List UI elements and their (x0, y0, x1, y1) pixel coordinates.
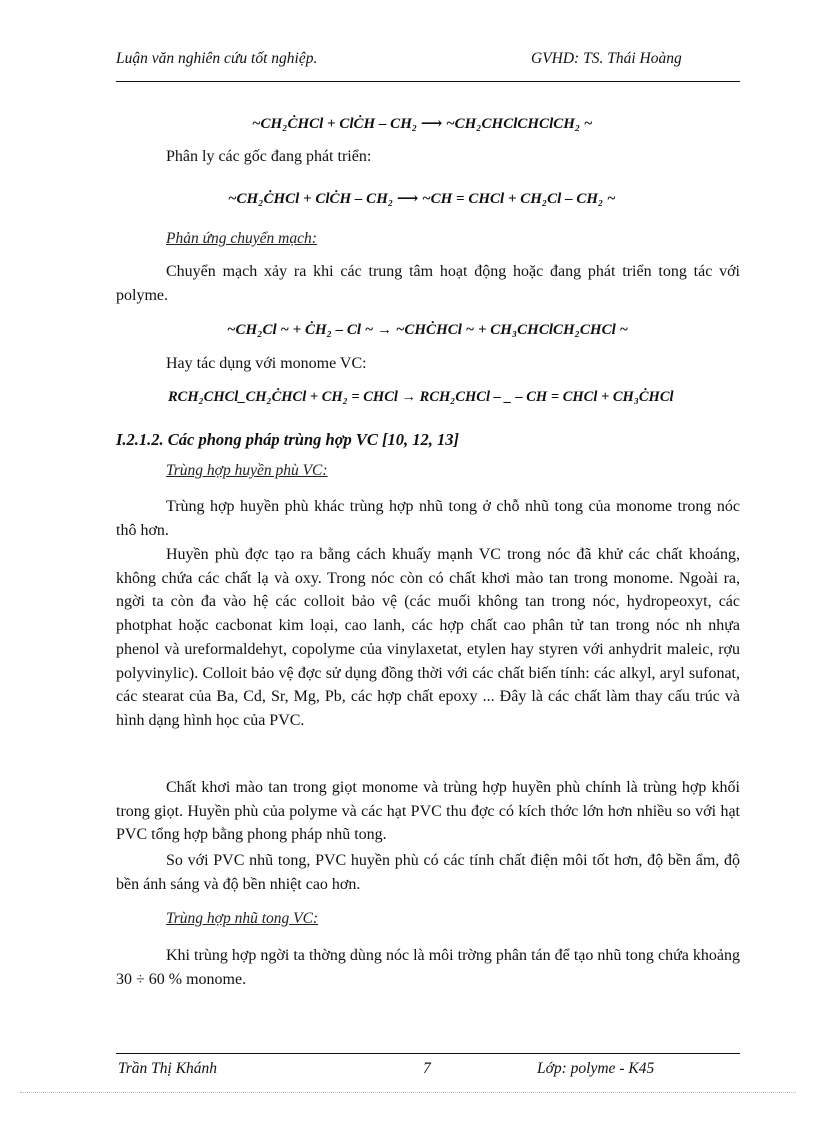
paragraph-chuyen-mach: Chuyển mạch xảy ra khi các trung tâm hoạt động hoặc đang phát triển tong tác với polyme. (116, 263, 740, 304)
paragraph-hay-tac-dung: Hay tác dụng với monome VC: (166, 355, 367, 372)
footer-class: Lớp: polyme - K45 (537, 1060, 655, 1077)
paragraph-huyen-phu-2: Huyền phù đợc tạo ra bằng cách khuấy mạnh VC trong nóc đã khử các chất khoáng, không chứa các chất lạ và oxy. Trong nóc còn có chất khơi mào tan trong monome. Ngoài ra, ngời ta còn đa vào hệ các colloit bảo vệ (các muối không tan trong nóc, hydropeoxyt, các photphat hoặc cacbonat kim loại, cao lanh, các hợp chất cao phân tử tan trong nóc nh nhựa phenol và ureformaldehyt, copolyme của vinylaxetat, etylen hay styren với anhydrit maleic, rợu polyvinylic). Colloit bảo vệ đợc sử dụng đồng thời với các chất biến tính: các alkyl, aryl sufonat, các stearat của Ba, Cd, Sr, Mg, Pb, các hợp chất epoxy ... Đây là các chất làm thay cấu trúc và hình dạng hình học của PVC. (116, 546, 740, 729)
paragraph-nhu-tong: Khi trùng hợp ngời ta thờng dùng nóc là môi trờng phân tán để tạo nhũ tong chứa khoảng 30 ÷ 60 % monome. (116, 947, 740, 988)
subheading-chuyen-mach: Phản ứng chuyển mạch: (166, 230, 317, 247)
subheading-nhu-tong: Trùng hợp nhũ tong VC: (166, 910, 319, 927)
equation-recombination: ~CH₂ĊHCl + ClĊH – CH₂ ⟶ ~CH₂CHClCHClCH₂ ~ (252, 116, 593, 132)
header-rule (116, 81, 740, 82)
page-bottom-divider (20, 1092, 796, 1093)
equation-disproportionation: ~CH₂ĊHCl + ClĊH – CH₂ ⟶ ~CH = CHCl + CH₂Cl – CH₂ ~ (228, 191, 616, 207)
paragraph-huyen-phu-1: Trùng hợp huyền phù khác trùng hợp nhũ tong ở chỗ nhũ tong của monome trong nóc thô hơn. (116, 498, 740, 539)
section-heading: I.2.1.2. Các phong pháp trùng hợp VC [10, 12, 13] (116, 430, 460, 449)
header-advisor: GVHD: TS. Thái Hoàng (531, 50, 682, 67)
paragraph-huyen-phu-4: So với PVC nhũ tong, PVC huyền phù có các tính chất điện môi tốt hơn, độ bền ẩm, độ bền ánh sáng và độ bền nhiệt cao hơn. (116, 852, 740, 893)
paragraph-phan-ly: Phân ly các gốc đang phát triển: (166, 148, 372, 165)
equation-chain-transfer-polymer: ~CH₂Cl ~ + ĊH₂ – Cl ~ → ~CHĊHCl ~ + CH₃CHClCH₂CHCl ~ (227, 322, 629, 338)
footer-author: Trần Thị Khánh (118, 1060, 218, 1077)
page-number: 7 (423, 1060, 431, 1077)
header-title: Luận văn nghiên cứu tốt nghiệp. (116, 50, 318, 67)
equation-chain-transfer-monomer: RCH₂CHCl_CH₂ĊHCl + CH₂ = CHCl → RCH₂CHCl – _ – CH = CHCl + CH₃ĊHCl (168, 389, 674, 405)
paragraph-huyen-phu-3: Chất khơi mào tan trong giọt monome và trùng hợp huyền phù chính là trùng hợp khối trong giọt. Huyền phù của polyme và các hạt PVC thu đợc có kích thớc lớn hơn nhiều so với hạt PVC tổng hợp bằng phong pháp nhũ tong. (116, 779, 740, 844)
footer-rule (116, 1053, 740, 1054)
subheading-huyen-phu: Trùng hợp huyền phù VC: (166, 462, 328, 479)
